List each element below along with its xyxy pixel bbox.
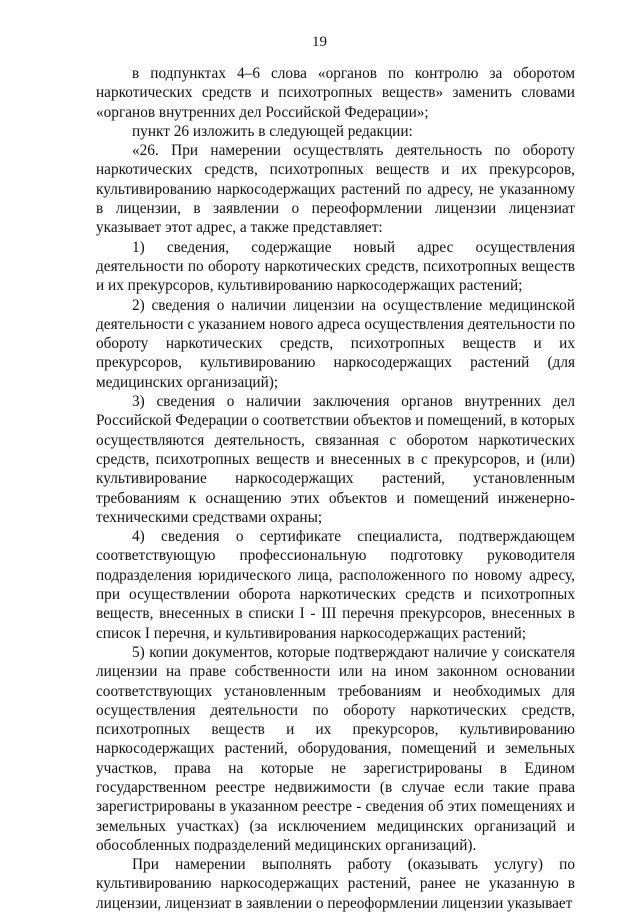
- page-number: 19: [312, 34, 327, 50]
- paragraph-cultivation: При намерении выполнять работу (оказывать услугу) по культивированию наркосодержащих растений, ранее не указанную в лицензии, лицензиат в заявлении о переоформлении лицензии указывает: [96, 856, 575, 912]
- paragraph-item-3: 3) сведения о наличии заключения органов внутренних дел Российской Федерации о соответствии объектов и помещений, в которых осуществляются деятельность, связанная с оборотом наркотических средств, психотропных веществ и внесенных в с прекурсоров, и (или) культивирование наркосодержащих растений, установленным требованиям к оснащению этих объектов и помещений инженерно-техническими средствами охраны;: [96, 393, 575, 526]
- paragraph-point-26-text: «26. При намерении осуществлять деятельность по обороту наркотических средств, психотропных веществ и их прекурсоров, культивированию наркосодержащих растений по адресу, не указанному в лицензии, в заявлении о переоформлении лицензии лицензиат указывает этот адрес, а также представляет:: [96, 142, 575, 237]
- paragraph-item-2: 2) сведения о наличии лицензии на осуществление медицинской деятельности с указанием нового адреса осуществления деятельности по обороту наркотических средств, психотропных веществ и их прекурсоров, культивированию наркосодержащих растений (для медицинских организаций);: [96, 296, 575, 391]
- paragraph-point-26-intro: пункт 26 изложить в следующей редакции:: [132, 122, 413, 140]
- paragraph-item-5: 5) копии документов, которые подтверждают наличие у соискателя лицензии на праве собственности или на ином законном основании соответствующих установленным требованиям и необходимых для осуществления деятельности по обороту наркотических средств, психотропных веществ и их прекурсоров, культивированию наркосодержащих растений, оборудования, помещений и земельных участков, права на которые не зарегистрированы в Едином государственном реестре недвижимости (в случае если такие права зарегистрированы в указанном реестре - сведения об этих помещениях и земельных участках) (за исключением медицинских организаций и обособленных подразделений медицинских организаций).: [96, 643, 575, 854]
- paragraph-item-4: 4) сведения о сертификате специалиста, подтверждающем соответствующую профессиональную подготовку руководителя подразделения юридического лица, расположенного по новому адресу, при осуществлении оборота наркотических средств и психотропных веществ, внесенных в списки I - III перечня прекурсоров, внесенных в список I перечня, и культивирования наркосодержащих растений;: [96, 528, 575, 642]
- paragraph-item-1: 1) сведения, содержащие новый адрес осуществления деятельности по обороту наркотических средств, психотропных веществ и их прекурсоров, культивированию наркосодержащих растений;: [96, 238, 575, 295]
- document-body: [96, 64, 575, 913]
- paragraph-amendment-subpoints: в подпунктах 4–6 слова «органов по контролю за оборотом наркотических средств и психотропных веществ» заменить словами «органов внутренних дел Российской Федерации»;: [96, 65, 575, 121]
